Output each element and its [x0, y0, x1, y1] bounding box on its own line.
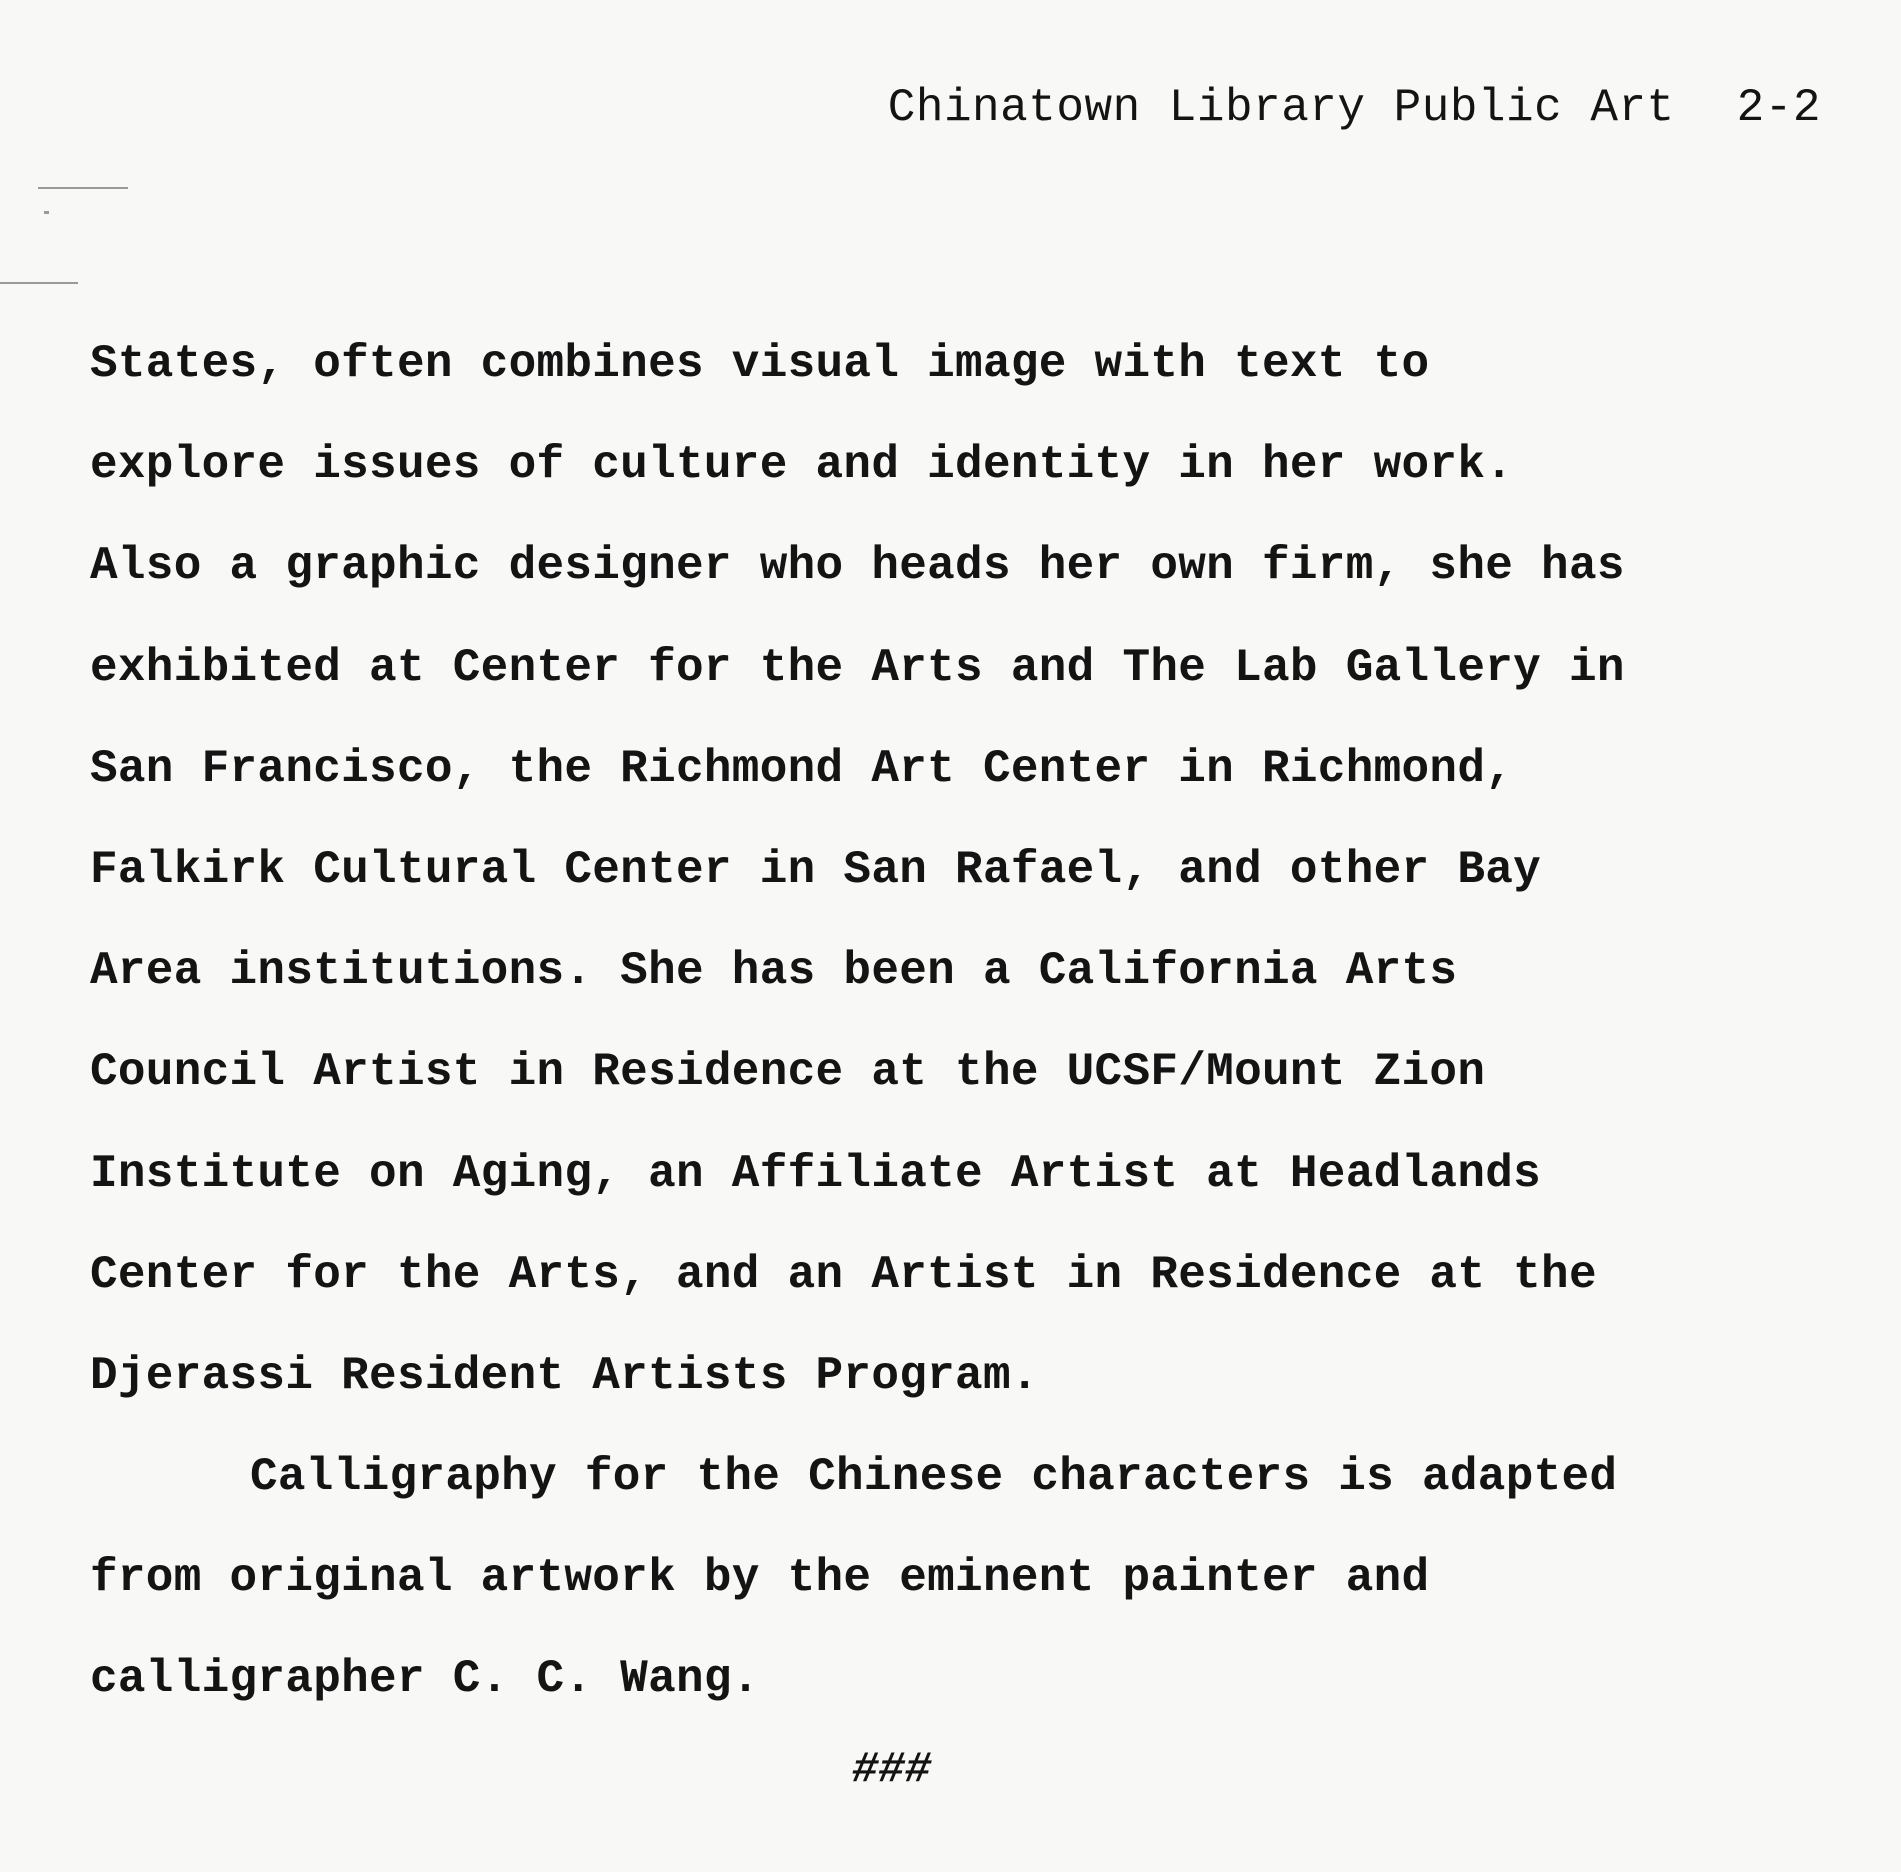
text-line: Center for the Arts, and an Artist in Residence at the: [90, 1248, 1597, 1301]
text-line: explore issues of culture and identity in her work.: [90, 439, 1514, 492]
text-line: San Francisco, the Richmond Art Center in Richmond,: [90, 742, 1514, 795]
text-line: calligrapher C. C. Wang.: [90, 1653, 760, 1706]
text-line: States, often combines visual image with text to: [90, 338, 1430, 390]
scan-mark: [0, 282, 78, 284]
document-title: Chinatown Library Public Art: [887, 82, 1675, 134]
text-line: Also a graphic designer who heads her own firm, she has: [90, 540, 1625, 593]
text-line: exhibited at Center for the Arts and The Lab Gallery in: [90, 641, 1625, 694]
text-line: Institute on Aging, an Affiliate Artist at Headlands: [90, 1147, 1542, 1200]
end-of-document-mark: ###: [852, 1745, 932, 1795]
text-line: Council Artist in Residence at the UCSF/Mount Zion: [90, 1046, 1486, 1099]
scan-mark: [44, 211, 49, 214]
page-header: [888, 82, 1821, 134]
text-line: Area institutions. She has been a California Arts: [90, 945, 1458, 998]
text-line: Djerassi Resident Artists Program.: [90, 1349, 1039, 1402]
text-line: from original artwork by the eminent painter and: [90, 1552, 1430, 1605]
body-text: [90, 314, 1870, 1731]
text-line: Falkirk Cultural Center in San Rafael, and other Bay: [90, 843, 1542, 896]
paragraph-start-line: Calligraphy for the Chinese characters is adapted: [250, 1451, 1618, 1504]
scan-mark: [38, 187, 128, 189]
page-number: 2-2: [1736, 82, 1821, 134]
